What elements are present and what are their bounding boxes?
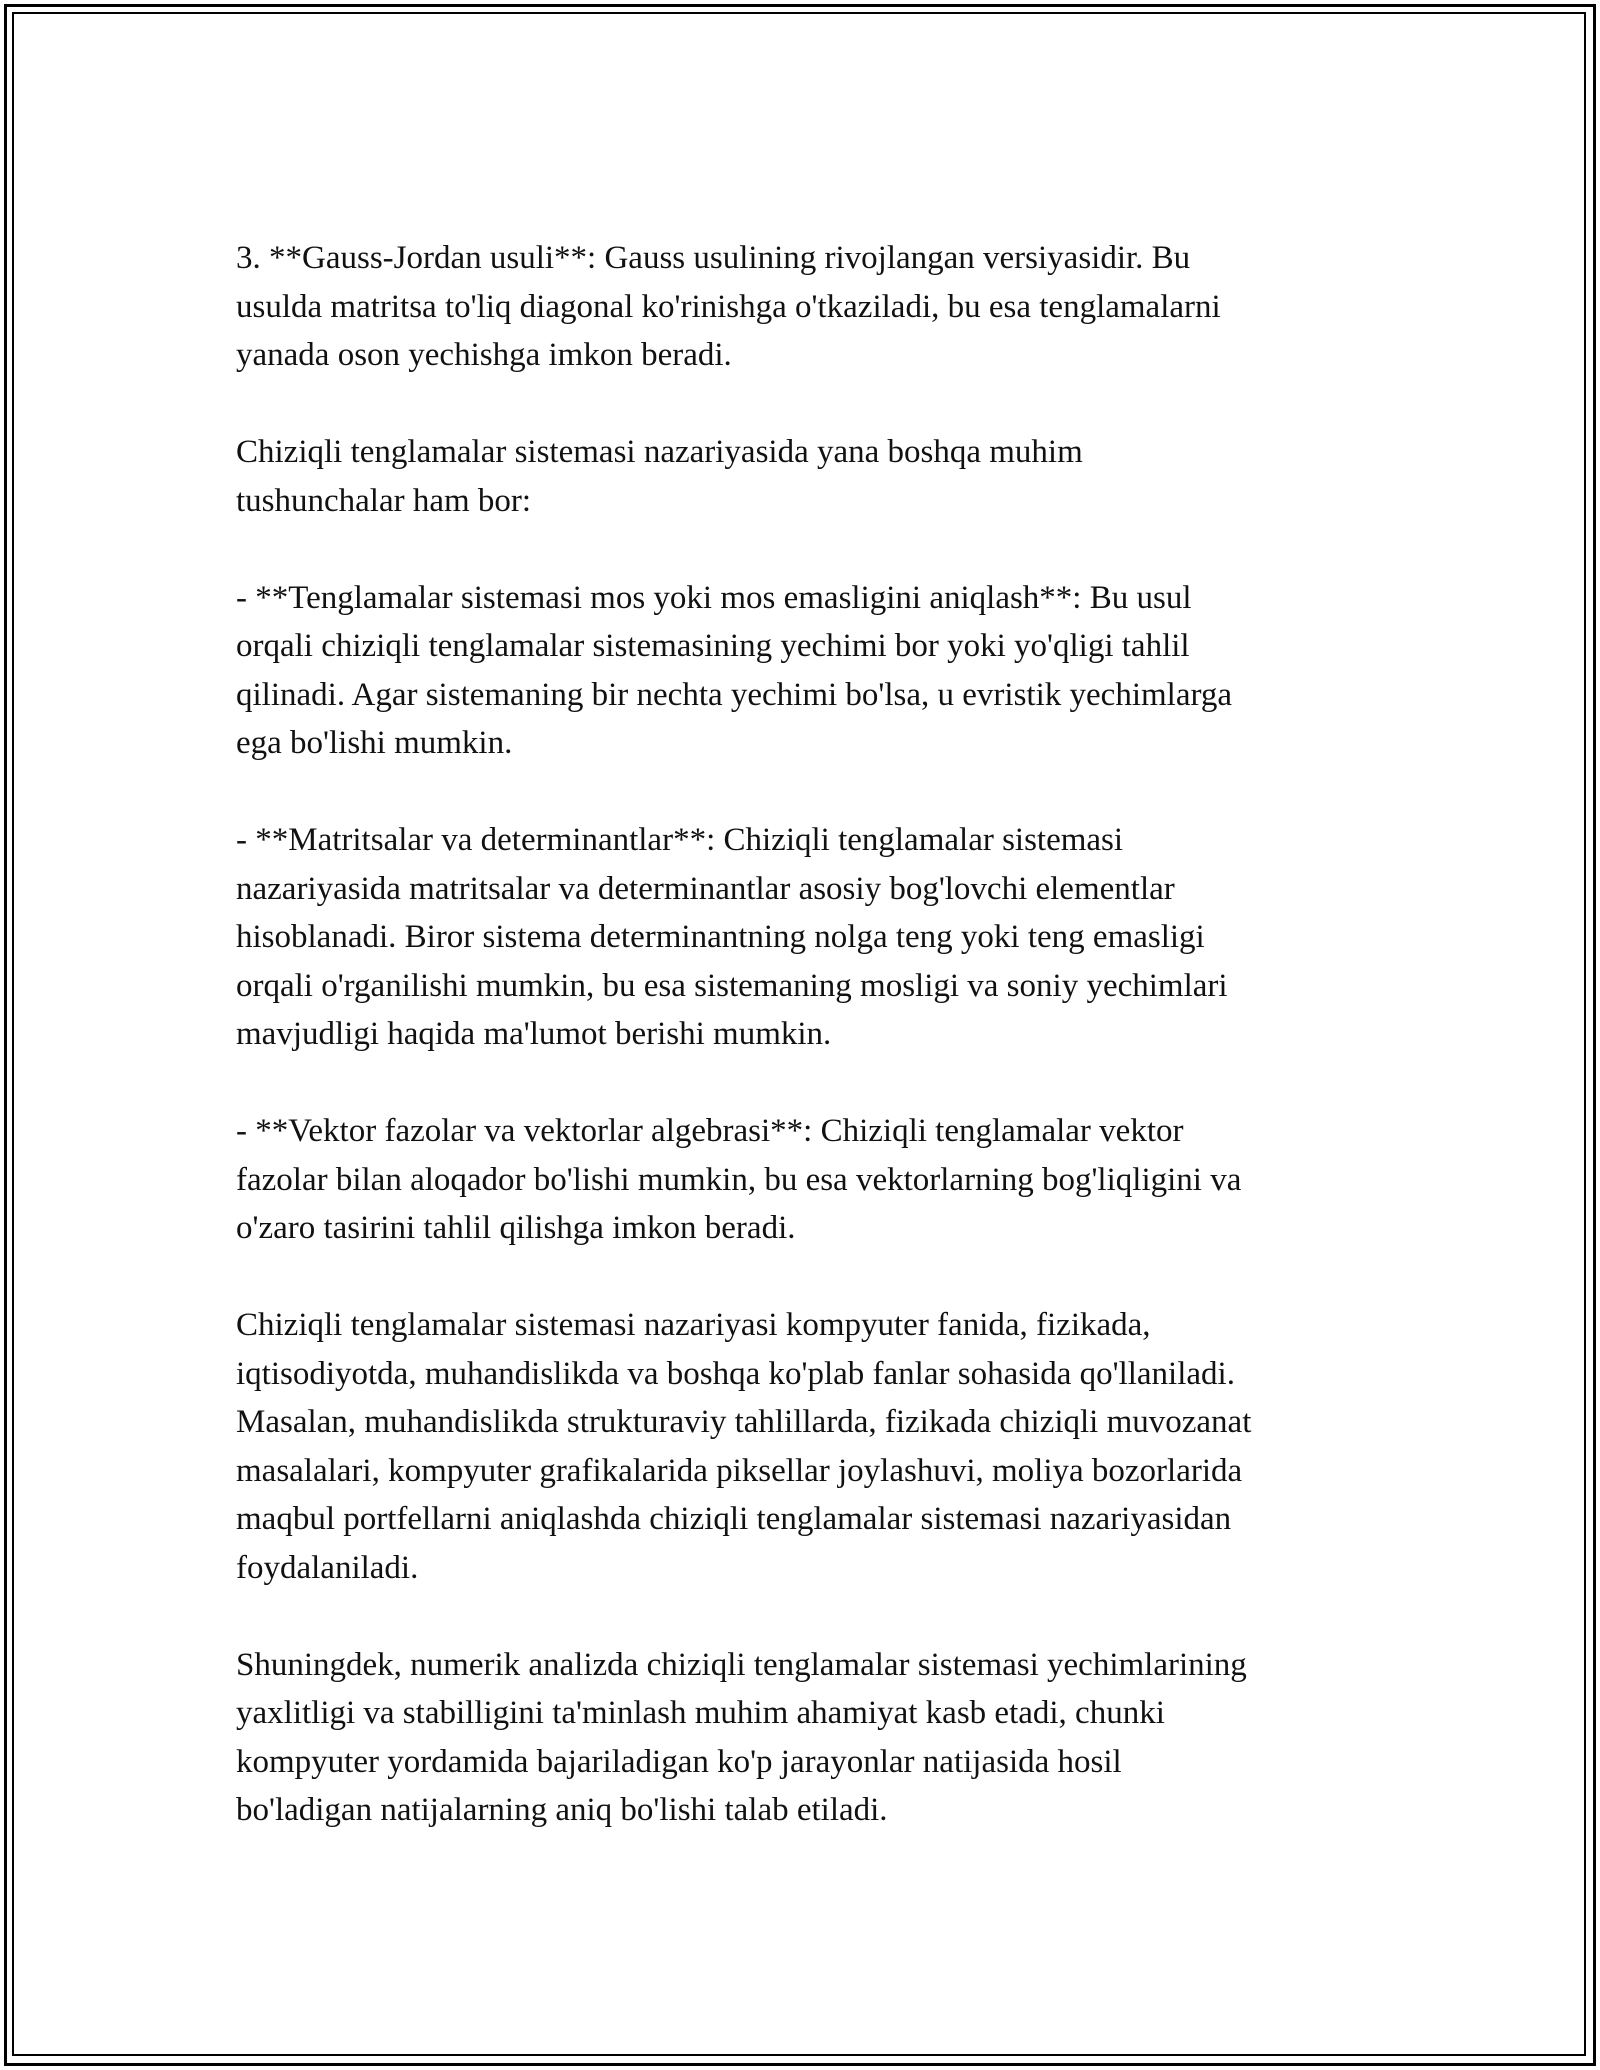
document-body [236,234,1416,1835]
paragraph-other-concepts-intro: Chiziqli tenglamalar sistemasi nazariyasida yana boshqa muhim tushunchalar ham bor: [236,434,1083,519]
paragraph-numerical-analysis: Shuningdek, numerik analizda chiziqli tenglamalar sistemasi yechimlarining yaxlitligi va stabilligini ta'minlash muhim ahamiyat kasb etadi, chunki kompyuter yordamida bajariladigan ko'p jarayonlar natijasida hosil bo'ladigan natijalarning aniq bo'lishi talab etiladi. [236,1646,1247,1828]
paragraph-applications: Chiziqli tenglamalar sistemasi nazariyasi kompyuter fanida, fizikada, iqtisodiyotda, muhandislikda va boshqa ko'plab fanlar sohasida qo'llaniladi. Masalan, muhandislikda strukturaviy tahlillarda, fizikada chiziqli muvozanat masalalari, kompyuter grafikalarida piksellar joylashuvi, moliya bozorlarida maqbul portfellarni aniqlashda chiziqli tenglamalar sistemasi nazariyasidan foydalaniladi. [236,1307,1252,1586]
paragraph-gauss-jordan: 3. **Gauss-Jordan usuli**: Gauss usulining rivojlangan versiyasidir. Bu usulda matritsa to'liq diagonal ko'rinishga o'tkaziladi, bu esa tenglamalarni yanada oson yechishga imkon beradi. [236,240,1221,373]
paragraph-vector-spaces: - **Vektor fazolar va vektorlar algebrasi**: Chiziqli tenglamalar vektor fazolar bilan aloqador bo'lishi mumkin, bu esa vektorlarning bog'liqligini va o'zaro tasirini tahlil qilishga imkon beradi. [236,1113,1242,1246]
paragraph-system-consistency: - **Tenglamalar sistemasi mos yoki mos emasligini aniqlash**: Bu usul orqali chiziqli tenglamalar sistemasining yechimi bor yoki yo'qligi tahlil qilinadi. Agar sistemaning bir nechta yechimi bo'lsa, u evristik yechimlarga ega bo'lishi mumkin. [236,579,1233,761]
paragraph-matrices-determinants: - **Matritsalar va determinantlar**: Chiziqli tenglamalar sistemasi nazariyasida matritsalar va determinantlar asosiy bog'lovchi elementlar hisoblanadi. Biror sistema determinantning nolga teng yoki teng emasligi orqali o'rganilishi mumkin, bu esa sistemaning mosligi va soniy yechimlari mavjudligi haqida ma'lumot berishi mumkin. [236,822,1228,1052]
